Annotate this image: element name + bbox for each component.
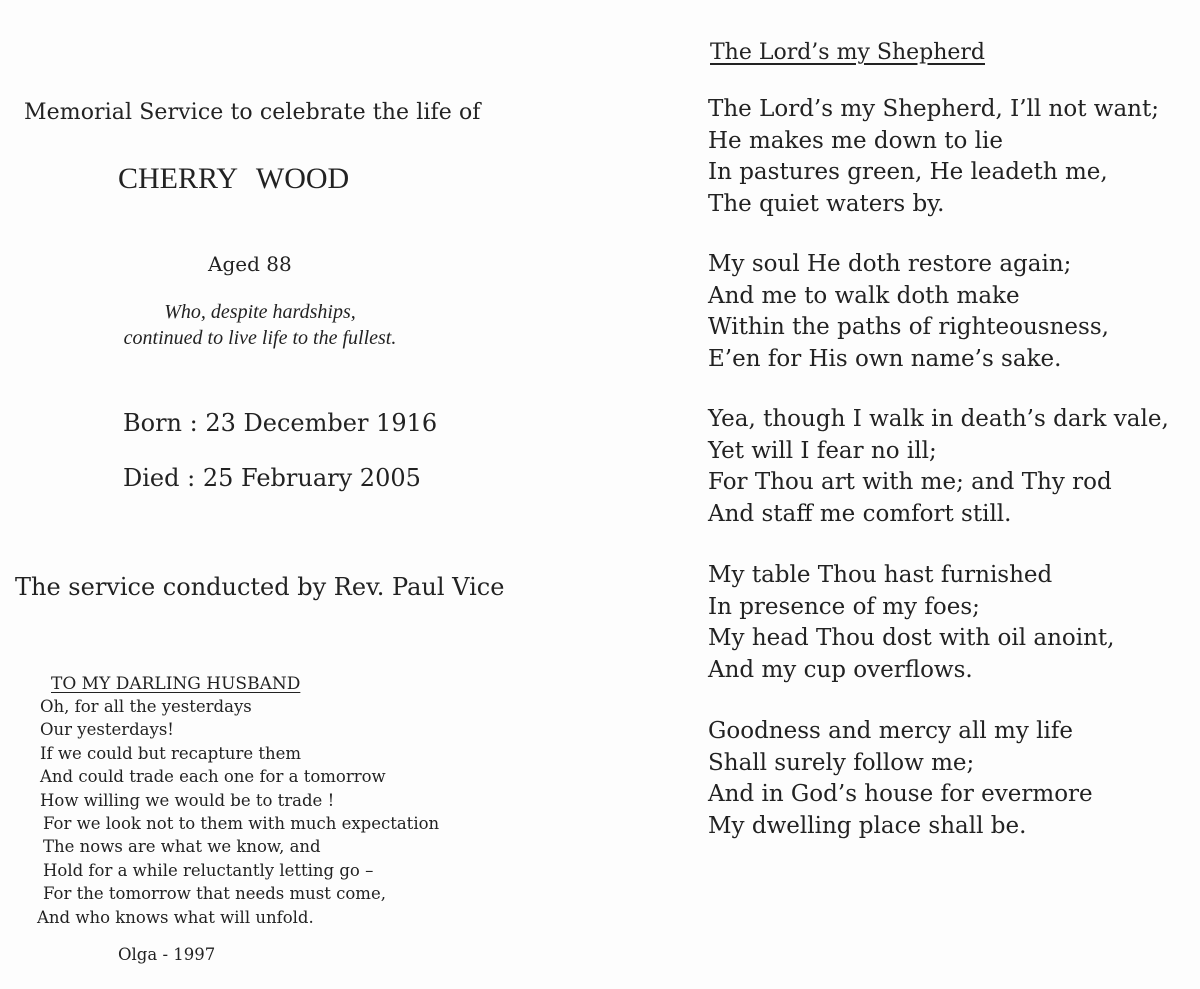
hymn-title: The Lord’s my Shepherd bbox=[710, 40, 985, 65]
hymn-verse-4 bbox=[708, 560, 1114, 686]
hymn-verse-5 bbox=[708, 716, 1093, 842]
hymn-line: My dwelling place shall be. bbox=[708, 812, 1027, 839]
hymn-verse-2 bbox=[708, 249, 1109, 375]
hymn-line: E’en for His own name’s sake. bbox=[708, 345, 1062, 372]
hymn-line: And me to walk doth make bbox=[708, 282, 1020, 309]
hymn-line: Goodness and mercy all my life bbox=[708, 718, 1073, 744]
tagline bbox=[0, 299, 520, 351]
service-heading: Memorial Service to celebrate the life of bbox=[24, 100, 481, 125]
tagline-line: continued to live life to the fullest. bbox=[123, 327, 397, 349]
poem-line: If we could but recapture them bbox=[40, 743, 302, 763]
poem-signature: Olga - 1997 bbox=[118, 945, 216, 964]
poem-line: For the tomorrow that needs must come, bbox=[43, 884, 386, 904]
hymn-line: And staff me comfort still. bbox=[708, 500, 1012, 527]
hymn-line: My head Thou dost with oil anoint, bbox=[708, 625, 1115, 651]
death-date: Died : 25 February 2005 bbox=[123, 464, 421, 492]
hymn-line: My soul He doth restore again; bbox=[708, 251, 1072, 277]
birth-date: Born : 23 December 1916 bbox=[123, 409, 438, 437]
hymn-line: In presence of my foes; bbox=[708, 593, 980, 620]
poem-line: The nows are what we know, and bbox=[43, 837, 321, 857]
hymn-line: Yea, though I walk in death’s dark vale, bbox=[708, 406, 1169, 432]
hymn-verse-3 bbox=[708, 404, 1169, 530]
poem-line: Oh, for all the yesterdays bbox=[40, 697, 252, 716]
hymn-line: Yet will I fear no ill; bbox=[708, 437, 937, 464]
hymn-line: My table Thou hast furnished bbox=[708, 562, 1053, 588]
hymn-verse-1 bbox=[708, 94, 1159, 220]
deceased-name: CHERRY WOOD bbox=[118, 162, 350, 195]
hymn-line: And in God’s house for evermore bbox=[708, 781, 1093, 807]
hymn-line: Within the paths of righteousness, bbox=[708, 314, 1109, 340]
poem-title: TO MY DARLING HUSBAND bbox=[51, 674, 301, 694]
hymn-line: He makes me down to lie bbox=[708, 127, 1004, 154]
hymn-line: Shall surely follow me; bbox=[708, 749, 975, 776]
poem-line: For we look not to them with much expectation bbox=[43, 813, 440, 833]
poem-line: And who knows what will unfold. bbox=[37, 907, 314, 927]
hymn-line: And my cup overflows. bbox=[708, 656, 973, 683]
poem-body bbox=[37, 695, 440, 929]
poem-line: And could trade each one for a tomorrow bbox=[40, 767, 386, 787]
tagline-line: Who, despite hardships, bbox=[164, 301, 356, 323]
poem-line: Our yesterdays! bbox=[40, 720, 174, 740]
hymn-line: For Thou art with me; and Thy rod bbox=[708, 469, 1112, 495]
officiant-text: The service conducted by Rev. Paul Vice bbox=[15, 573, 505, 601]
poem-line: Hold for a while reluctantly letting go – bbox=[43, 860, 374, 880]
hymn-line: The quiet waters by. bbox=[708, 190, 945, 217]
hymn-line: In pastures green, He leadeth me, bbox=[708, 159, 1108, 185]
hymn-line: The Lord’s my Shepherd, I’ll not want; bbox=[708, 96, 1159, 122]
poem-line: How willing we would be to trade ! bbox=[40, 790, 335, 810]
age-text: Aged 88 bbox=[208, 252, 292, 276]
